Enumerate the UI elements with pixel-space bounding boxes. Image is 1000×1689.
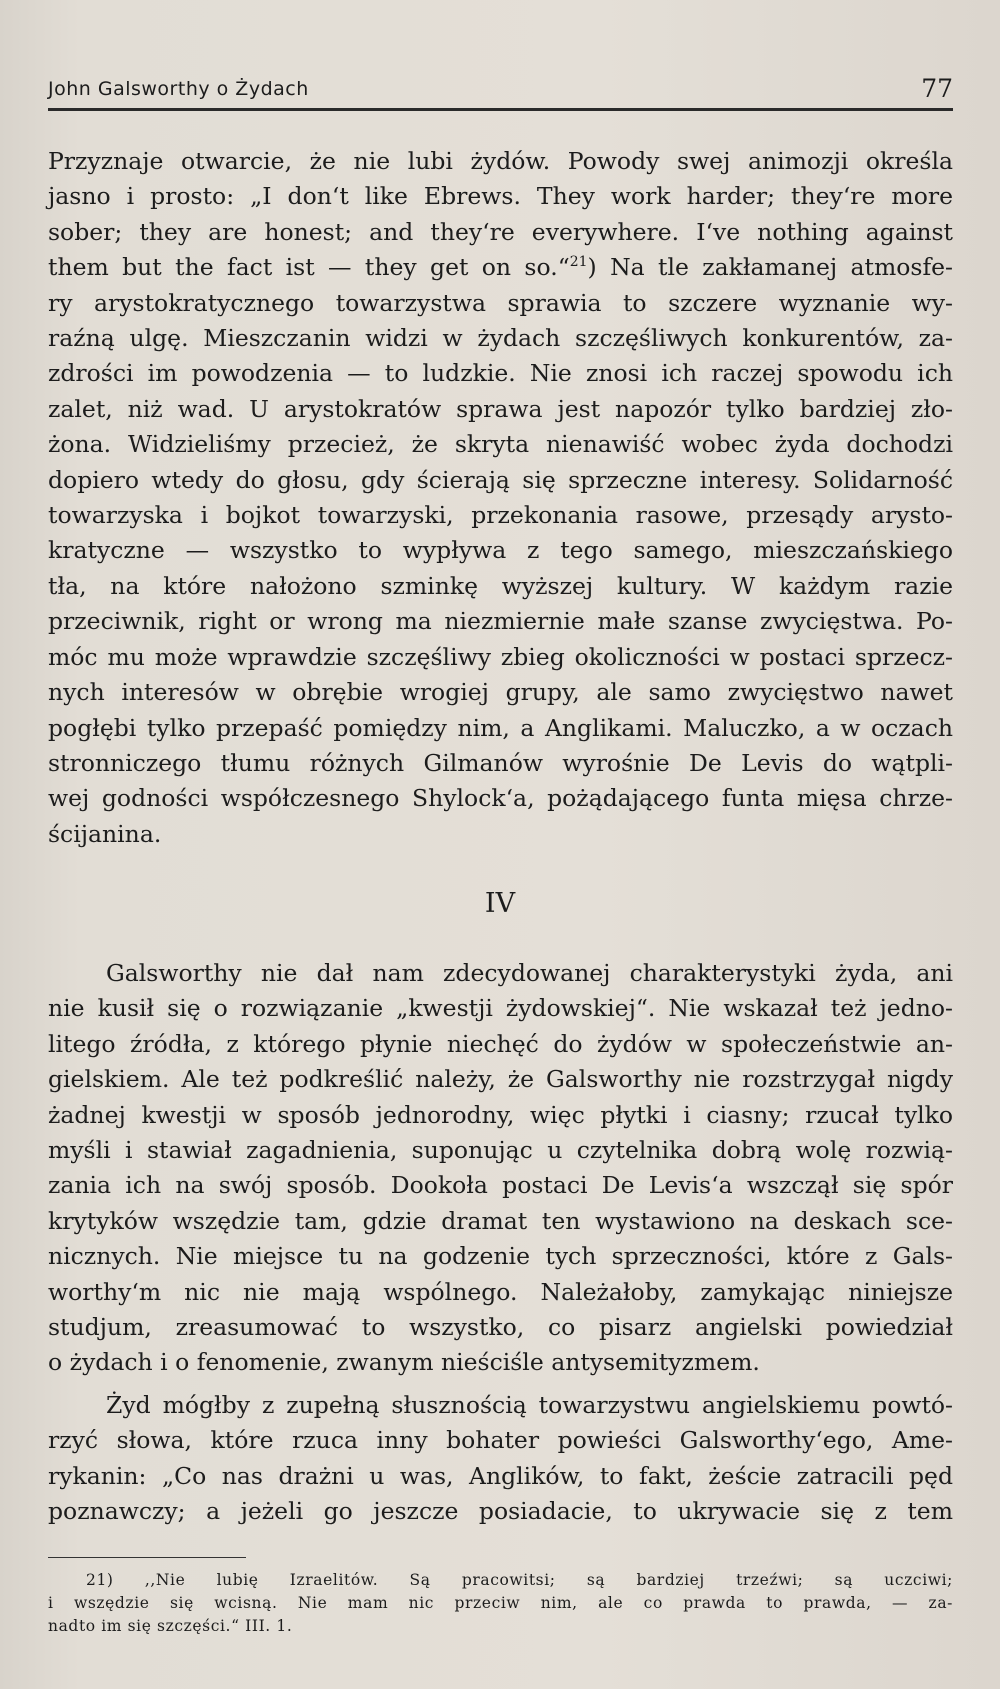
text-line: przeciwnik, right or wrong ma niezmiernie małe szanse zwycięstwa. Po- bbox=[48, 607, 953, 636]
paragraph-3 bbox=[48, 1388, 953, 1530]
footnote-line: nadto im się szczęści.“ III. 1. bbox=[48, 1617, 293, 1635]
text-fragment: them but the fact ist — they get on so.“ bbox=[48, 253, 570, 282]
running-title: John Galsworthy o Żydach bbox=[48, 78, 309, 100]
text-line: dopiero wtedy do głosu, gdy ścierają się sprzeczne interesy. Solidarność bbox=[48, 465, 953, 494]
paragraph-1 bbox=[48, 144, 953, 852]
text-line: nicznych. Nie miejsce tu na godzenie tych sprzeczności, które z Gals- bbox=[48, 1242, 953, 1271]
text-line: myśli i stawiał zagadnienia, suponując u czytelnika dobrą wolę rozwią- bbox=[48, 1136, 953, 1165]
text-line: stronniczego tłumu różnych Gilmanów wyrośnie De Levis do wątpli- bbox=[48, 748, 953, 777]
footnote-marker: 21) bbox=[86, 1571, 114, 1589]
text-line: Żyd mógłby z zupełną słusznością towarzystwu angielskiemu powtó- bbox=[106, 1391, 953, 1419]
footnote-rule bbox=[48, 1557, 246, 1558]
footnote-reference: 21 bbox=[569, 254, 588, 271]
section-heading: IV bbox=[484, 888, 516, 919]
text-line: żadnej kwestji w sposób jednorodny, więc płytki i ciasny; rzucał tylko bbox=[48, 1100, 953, 1129]
text-line: Galsworthy nie dał nam zdecydowanej charakterystyki żyda, ani bbox=[106, 959, 953, 987]
text-line: nych interesów w obrębie wrogiej grupy, ale samo zwycięstwo nawet bbox=[48, 678, 953, 707]
text-line: móc mu może wprawdzie szczęśliwy zbieg okoliczności w postaci sprzecz- bbox=[48, 642, 953, 671]
text-line: rzyć słowa, które rzuca inny bohater powieści Galsworthy‘ego, Ame- bbox=[48, 1426, 953, 1455]
text-line: litego źródła, z którego płynie niechęć do żydów w społeczeństwie an- bbox=[48, 1029, 953, 1058]
text-line: nie kusił się o rozwiązanie „kwestji żydowskiej“. Nie wskazał też jedno- bbox=[48, 994, 953, 1023]
paragraph-2 bbox=[48, 956, 953, 1381]
footnote-line: i wszędzie się wcisną. Nie mam nic przeciw nim, ale co prawda to prawda, — za- bbox=[48, 1594, 953, 1612]
text-line: poznawczy; a jeżeli go jeszcze posiadacie, to ukrywacie się z tem bbox=[48, 1497, 953, 1526]
text-line: zalet, niż wad. U arystokratów sprawa jest napozór tylko bardziej zło- bbox=[48, 394, 953, 423]
text-line: zdrości im powodzenia — to ludzkie. Nie znosi ich raczej spowodu ich bbox=[48, 359, 953, 388]
text-line: wej godności współczesnego Shylock‘a, pożądającego funta mięsa chrze- bbox=[48, 784, 953, 813]
text-line: kratyczne — wszystko to wypływa z tego samego, mieszczańskiego bbox=[48, 536, 953, 565]
text-line-with-footnote: them but the fact ist — they get on so.“$^{21}$) Na tle zakłamanej atmosfe- bbox=[48, 253, 954, 282]
text-line: o żydach i o fenomenie, zwanym nieściśle antysemityzmem. bbox=[48, 1348, 760, 1377]
text-line: zania ich na swój sposób. Dookoła postaci De Levis‘a wszczął się spór bbox=[48, 1171, 953, 1200]
text-line: worthy‘m nic nie mają wspólnego. Należałoby, zamykając niniejsze bbox=[48, 1277, 953, 1306]
header-rule bbox=[48, 108, 953, 111]
text-line: krytyków wszędzie tam, gdzie dramat ten wystawiono na deskach sce- bbox=[48, 1206, 953, 1235]
text-line: pogłębi tylko przepaść pomiędzy nim, a Anglikami. Maluczko, a w oczach bbox=[48, 713, 953, 742]
footnote bbox=[48, 1569, 953, 1638]
text-line: Przyznaje otwarcie, że nie lubi żydów. Powody swej animozji określa bbox=[48, 147, 953, 175]
page-number: 77 bbox=[921, 74, 953, 103]
text-line: studjum, zreasumować to wszystko, co pisarz angielski powiedział bbox=[48, 1313, 953, 1342]
footnote-text: ,,Nie lubię Izraelitów. Są pracowitsi; są bardziej trzeźwi; są uczciwi; bbox=[144, 1571, 954, 1589]
text-line: sober; they are honest; and they‘re everywhere. I‘ve nothing against bbox=[48, 217, 953, 246]
text-line: rykanin: „Co nas drażni u was, Anglików, to fakt, żeście zatracili pęd bbox=[48, 1461, 953, 1490]
page-header bbox=[48, 72, 953, 108]
footnote-line bbox=[48, 1569, 953, 1592]
text-line: żona. Widzieliśmy przecież, że skryta nienawiść wobec żyda dochodzi bbox=[48, 430, 953, 459]
text-line: tła, na które nałożono szminkę wyższej kultury. W każdym razie bbox=[48, 571, 953, 600]
text-line: raźną ulgę. Mieszczanin widzi w żydach szczęśliwych konkurentów, za- bbox=[48, 324, 953, 353]
text-line: ry arystokratycznego towarzystwa sprawia to szczere wyznanie wy- bbox=[48, 288, 953, 317]
text-fragment: Na tle zakłamanej atmosfe- bbox=[610, 253, 954, 282]
text-line: ścijanina. bbox=[48, 819, 162, 848]
text-line: towarzyska i bojkot towarzyski, przekonania rasowe, przesądy arysto- bbox=[48, 501, 953, 530]
text-line: jasno i prosto: „I don‘t like Ebrews. They work harder; they‘re more bbox=[48, 182, 953, 211]
text-line: gielskiem. Ale też podkreślić należy, że Galsworthy nie rozstrzygał nigdy bbox=[48, 1065, 953, 1094]
